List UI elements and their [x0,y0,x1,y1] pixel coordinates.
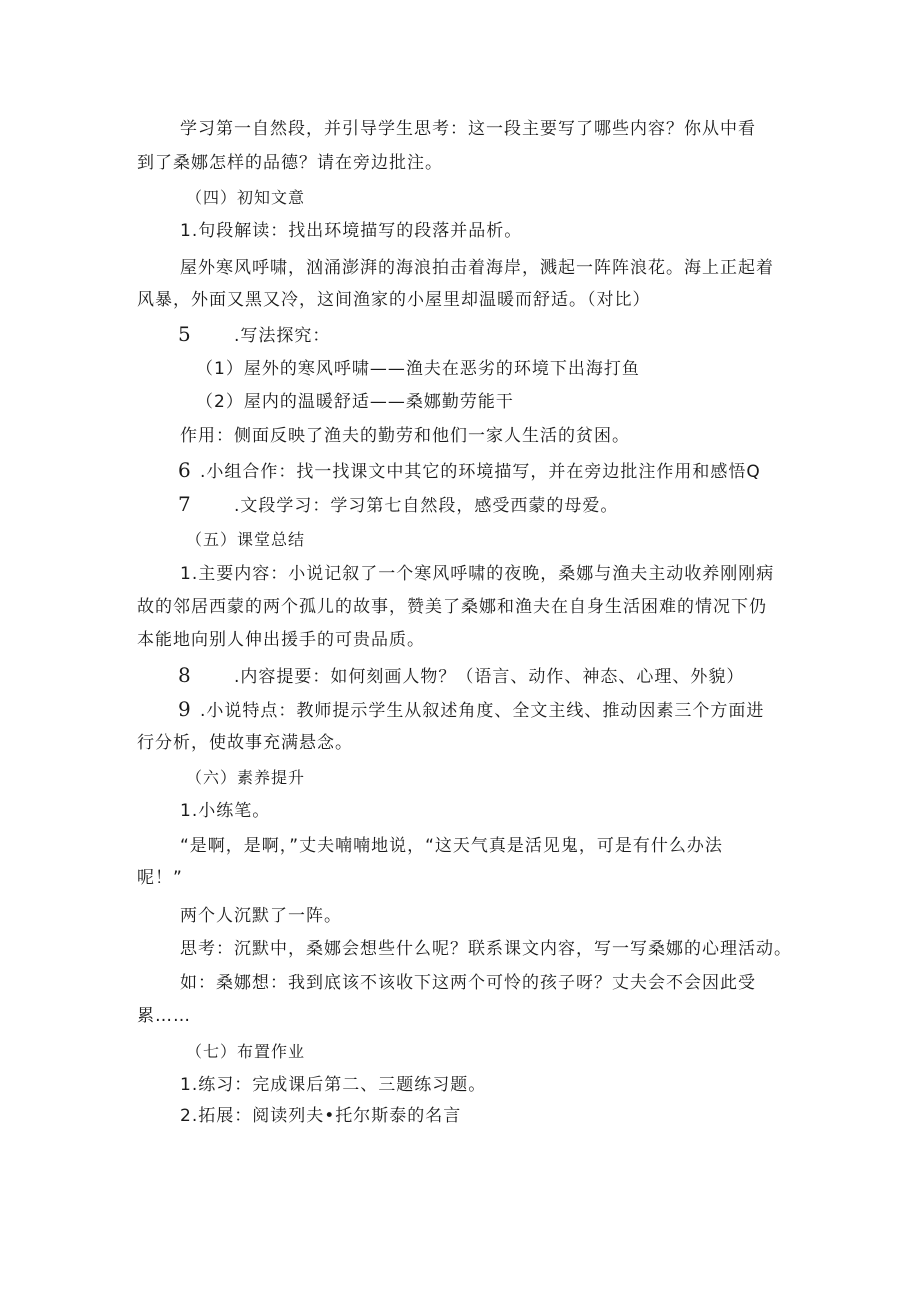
homework-item-1: 1.练习：完成课后第二、三题练习题。 [180,1075,487,1095]
sub-item-1: （1）屋外的寒风呼啸——渔夫在恶劣的环境下出海打鱼 [196,359,640,379]
homework-item-2: 2.拓展：阅读列夫•托尔斯泰的名言 [180,1106,462,1126]
list-item-5-number: 5 [178,322,192,346]
think-prompt: 思考：沉默中，桑娜会想些什么呢？联系课文内容，写一写桑娜的心理活动。 [180,939,792,959]
list-item-6-text: .小组合作：找一找课文中其它的环境描写，并在旁边批注作用和感悟Q [200,462,761,482]
list-item-5-text: .写法探究： [234,326,331,346]
example-line-2: 累…… [137,1006,191,1026]
summary-line-3: 本能地向别人伸出援手的可贵品质。 [137,630,425,650]
silence-text: 两个人沉默了一阵。 [180,906,342,926]
effect-text: 作用：侧面反映了渔夫的勤劳和他们一家人生活的贫困。 [180,426,630,446]
list-item-8-text: .内容提要：如何刻画人物？（语言、动作、神态、心理、外貌） [234,667,745,687]
example-line-1: 如：桑娜想：我到底该不该收下这两个可怜的孩子呀？丈夫会不会因此受 [180,973,756,993]
list-item-7-number: 7 [178,492,192,516]
paragraph-intro-line-2: 到了桑娜怎样的品德？请在旁边批注。 [137,153,443,173]
sub-item-2: （2）屋内的温暖舒适——桑娜勤劳能干 [196,392,514,412]
list-item-6 [178,458,761,484]
list-item-9-continuation: 行分析，使故事充满悬念。 [137,733,353,753]
list-item-8 [178,663,744,689]
practice-item-1: 1.小练笔。 [180,801,271,821]
section-heading-5: （五）课堂总结 [186,530,306,549]
quote-line-1: 屋外寒风呼啸，汹涌澎湃的海浪拍击着海岸，溅起一阵阵浪花。海上正起着 [180,258,774,278]
list-item-9-text: .小说特点：教师提示学生从叙述角度、全文主线、推动因素三个方面进 [200,701,765,721]
list-item-7-text: .文段学习：学习第七自然段，感受西蒙的母爱。 [234,496,619,516]
list-item-6-number: 6 [178,458,192,482]
summary-line-2: 故的邻居西蒙的两个孤儿的故事，赞美了桑娜和渔夫在自身生活困难的情况下仍 [137,597,767,617]
paragraph-intro-line-1: 学习第一自然段，并引导学生思考：这一段主要写了哪些内容？你从中看 [180,119,756,139]
section-heading-7: （七）布置作业 [186,1042,306,1061]
list-item-7 [178,492,618,518]
list-item-9 [178,697,764,723]
summary-line-1: 1.主要内容：小说记叙了一个寒风呼啸的夜晚，桑娜与渔夫主动收养刚刚病 [180,564,775,584]
dialog-line-1: “是啊，是啊，”丈夫喃喃地说，“这天气真是活见鬼，可是有什么办法 [180,836,723,856]
list-item-5 [178,322,330,348]
section-heading-6: （六）素养提升 [186,768,306,787]
list-item-9-number: 9 [178,697,192,721]
list-item-8-number: 8 [178,663,192,687]
list-item-1-1: 1.句段解读：找出环境描写的段落并品析。 [180,221,523,241]
dialog-line-2: 呢！” [137,868,183,888]
section-heading-4: （四）初知文意 [186,188,306,207]
quote-line-2: 风暴，外面又黑又冷，这间渔家的小屋里却温暖而舒适。（对比） [137,290,651,310]
